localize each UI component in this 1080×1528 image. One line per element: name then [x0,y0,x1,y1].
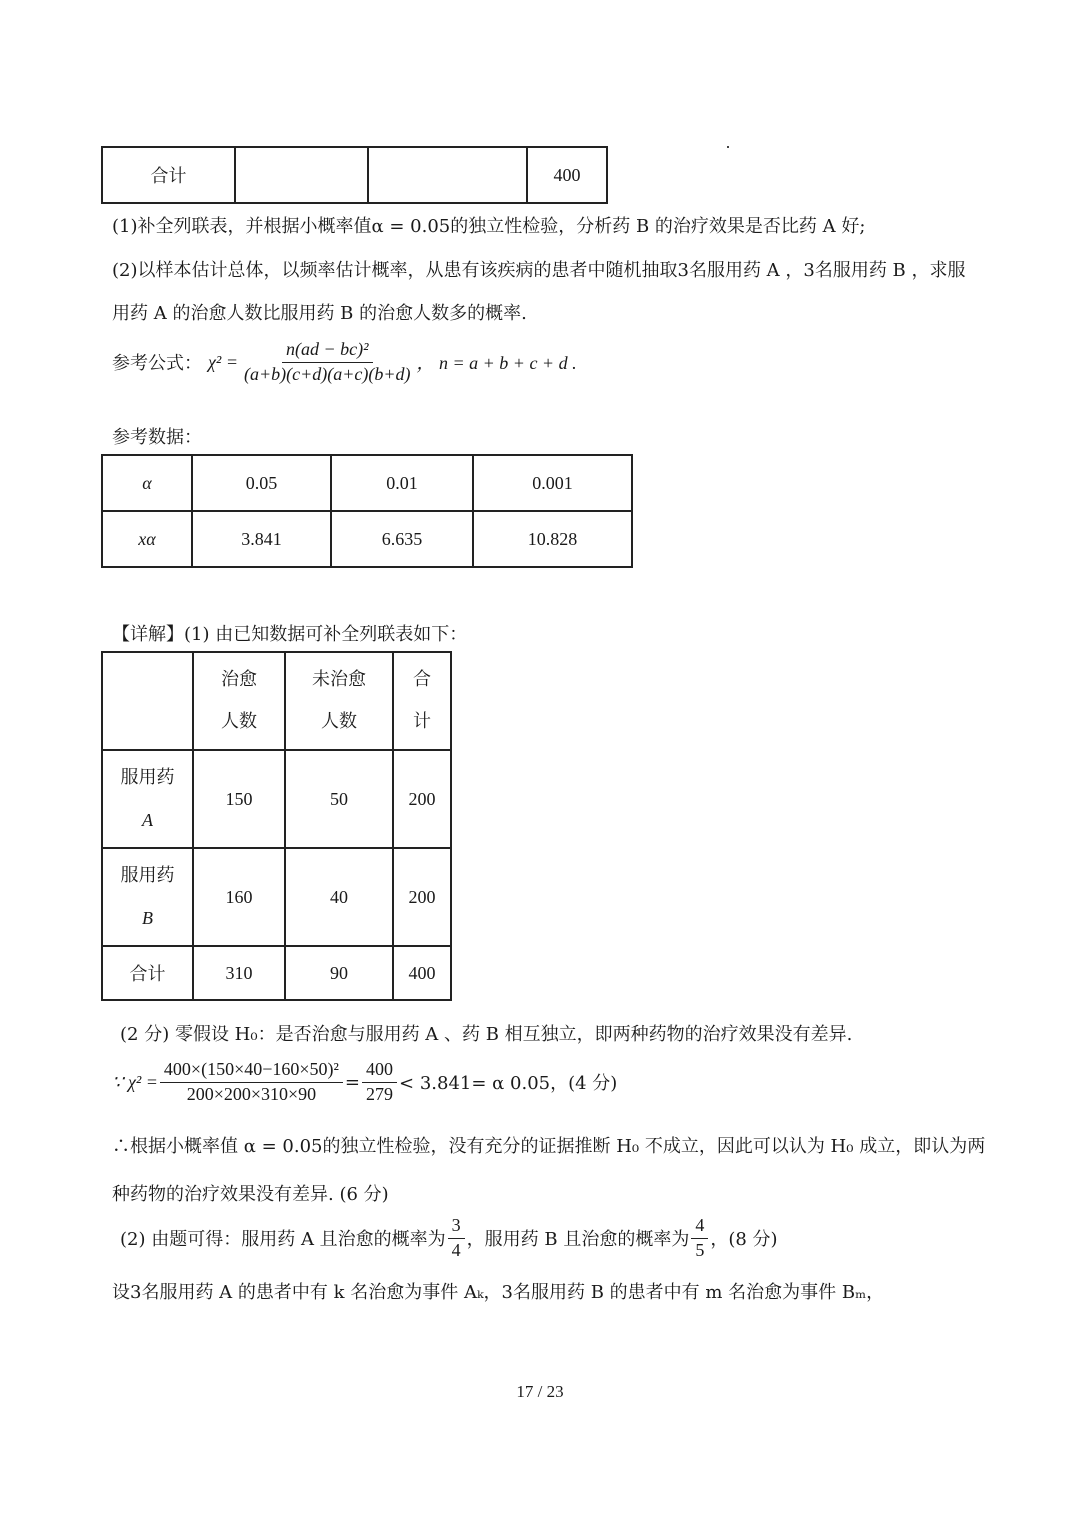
chi-fraction [160,1060,343,1105]
ct-header [285,652,393,750]
question-2-line1: (2)以样本估计总体，以频率估计概率，从患有该疾病的患者中随机抽取3名服用药 A ，3名服用药 B ，求服 [112,260,966,281]
chi-equals: = [344,1071,361,1093]
formula-tail: ， n = a + b + c + d . [416,353,577,374]
ct-cell: 200 [393,848,451,946]
chi-numerator: 400×(150×40−160×50)² [160,1060,343,1083]
chi-denominator: 200×200×310×90 [186,1083,317,1104]
formula-denominator: (a+b)(c+d)(a+c)(b+d) [243,363,411,384]
ct-cell: 150 [193,750,285,848]
prob-a-denominator: 4 [451,1239,461,1260]
ct-row-label-bottom: B [142,908,153,928]
solution-intro: 【详解】(1) 由已知数据可补全列联表如下： [112,624,468,645]
part2-prefix: (2) 由题可得：服用药 A 且治愈的概率为 [120,1229,446,1251]
ref-cell: 0.05 [192,455,331,511]
chi-fraction-result [362,1060,397,1105]
prob-b-numerator: 4 [691,1216,708,1239]
top-table-blank [235,147,368,203]
null-hypothesis: (2 分) 零假设 H₀：是否治愈与服用药 A 、药 B 相互独立，即两种药物的治疗效果没有差异. [120,1024,853,1045]
ct-cell: 160 [193,848,285,946]
ct-cell: 40 [285,848,393,946]
ref-data-label: 参考数据： [112,427,202,448]
reference-formula [112,340,577,385]
ref-cell: xα [102,511,192,567]
ct-header-line: 未治愈 [312,669,366,690]
prob-a-fraction [448,1216,465,1261]
ct-cell: 90 [285,946,393,1000]
prob-a-numerator: 3 [448,1216,465,1239]
part2-probabilities [120,1216,778,1261]
part2-mid: ，服用药 B 且治愈的概率为 [466,1229,690,1251]
ct-header [193,652,285,750]
ct-header-line: 治愈 [221,669,257,690]
chi-result-numerator: 400 [362,1060,397,1083]
chi-prefix: ∵ χ² = [112,1071,158,1092]
ref-cell: 0.01 [331,455,473,511]
chi-square-computation [112,1060,617,1105]
conclusion-line1: ∴根据小概率值 α = 0.05的独立性检验，没有充分的证据推断 H₀ 不成立，因此可以认为 H₀ 成立，即认为两 [112,1136,986,1157]
question-2-line2: 用药 A 的治愈人数比服用药 B 的治愈人数多的概率. [112,303,527,324]
chi-result-denominator: 279 [366,1083,394,1104]
part2-tail: ，(8 分) [710,1229,778,1251]
events-definition: 设3名服用药 A 的患者中有 k 名治愈为事件 Aₖ，3名服用药 B 的患者中有 m 名治愈为事件 Bₘ， [112,1282,885,1303]
chi-tail: < 3.841= α 0.05，(4 分) [399,1073,618,1095]
top-table-total: 400 [527,147,607,203]
ref-cell: 3.841 [192,511,331,567]
top-table-blank [368,147,527,203]
ct-row-label-top: 服用药 [120,865,175,886]
ct-cell: 200 [393,750,451,848]
ct-cell: 310 [193,946,285,1000]
conclusion-line2: 种药物的治疗效果没有差异. (6 分) [112,1184,389,1205]
ct-row-label: 合计 [102,946,193,1000]
ct-cell: 400 [393,946,451,1000]
prob-b-fraction [691,1216,708,1261]
ct-header-line: 人数 [221,711,257,732]
page-number: 17 / 23 [516,1382,564,1401]
formula-lhs: χ² = [208,351,238,372]
ct-row-label [102,750,193,848]
ct-header-line: 人数 [321,711,357,732]
ct-row-label-bottom: A [142,810,153,830]
contingency-table [101,651,452,1001]
question-1: (1)补全列联表，并根据小概率值α = 0.05的独立性检验，分析药 B 的治疗效果是否比药 A 好; [112,216,866,237]
speck [727,146,729,148]
ct-header-line: 计 [413,711,431,732]
prob-b-denominator: 5 [695,1239,705,1260]
ref-cell: 10.828 [473,511,632,567]
formula-numerator: n(ad − bc)² [282,340,373,363]
ct-header-line: 合 [413,669,431,690]
reference-data-table [101,454,633,568]
ref-cell: 6.635 [331,511,473,567]
ref-cell: α [102,455,192,511]
ref-cell: 0.001 [473,455,632,511]
formula-fraction [240,340,415,385]
top-table-label: 合计 [102,147,235,203]
ct-row-label-top: 服用药 [120,767,175,788]
ct-header [393,652,451,750]
ct-cell: 50 [285,750,393,848]
formula-label: 参考公式： [112,353,202,375]
ct-header-blank [102,652,193,750]
top-table [101,146,608,204]
ct-row-label [102,848,193,946]
